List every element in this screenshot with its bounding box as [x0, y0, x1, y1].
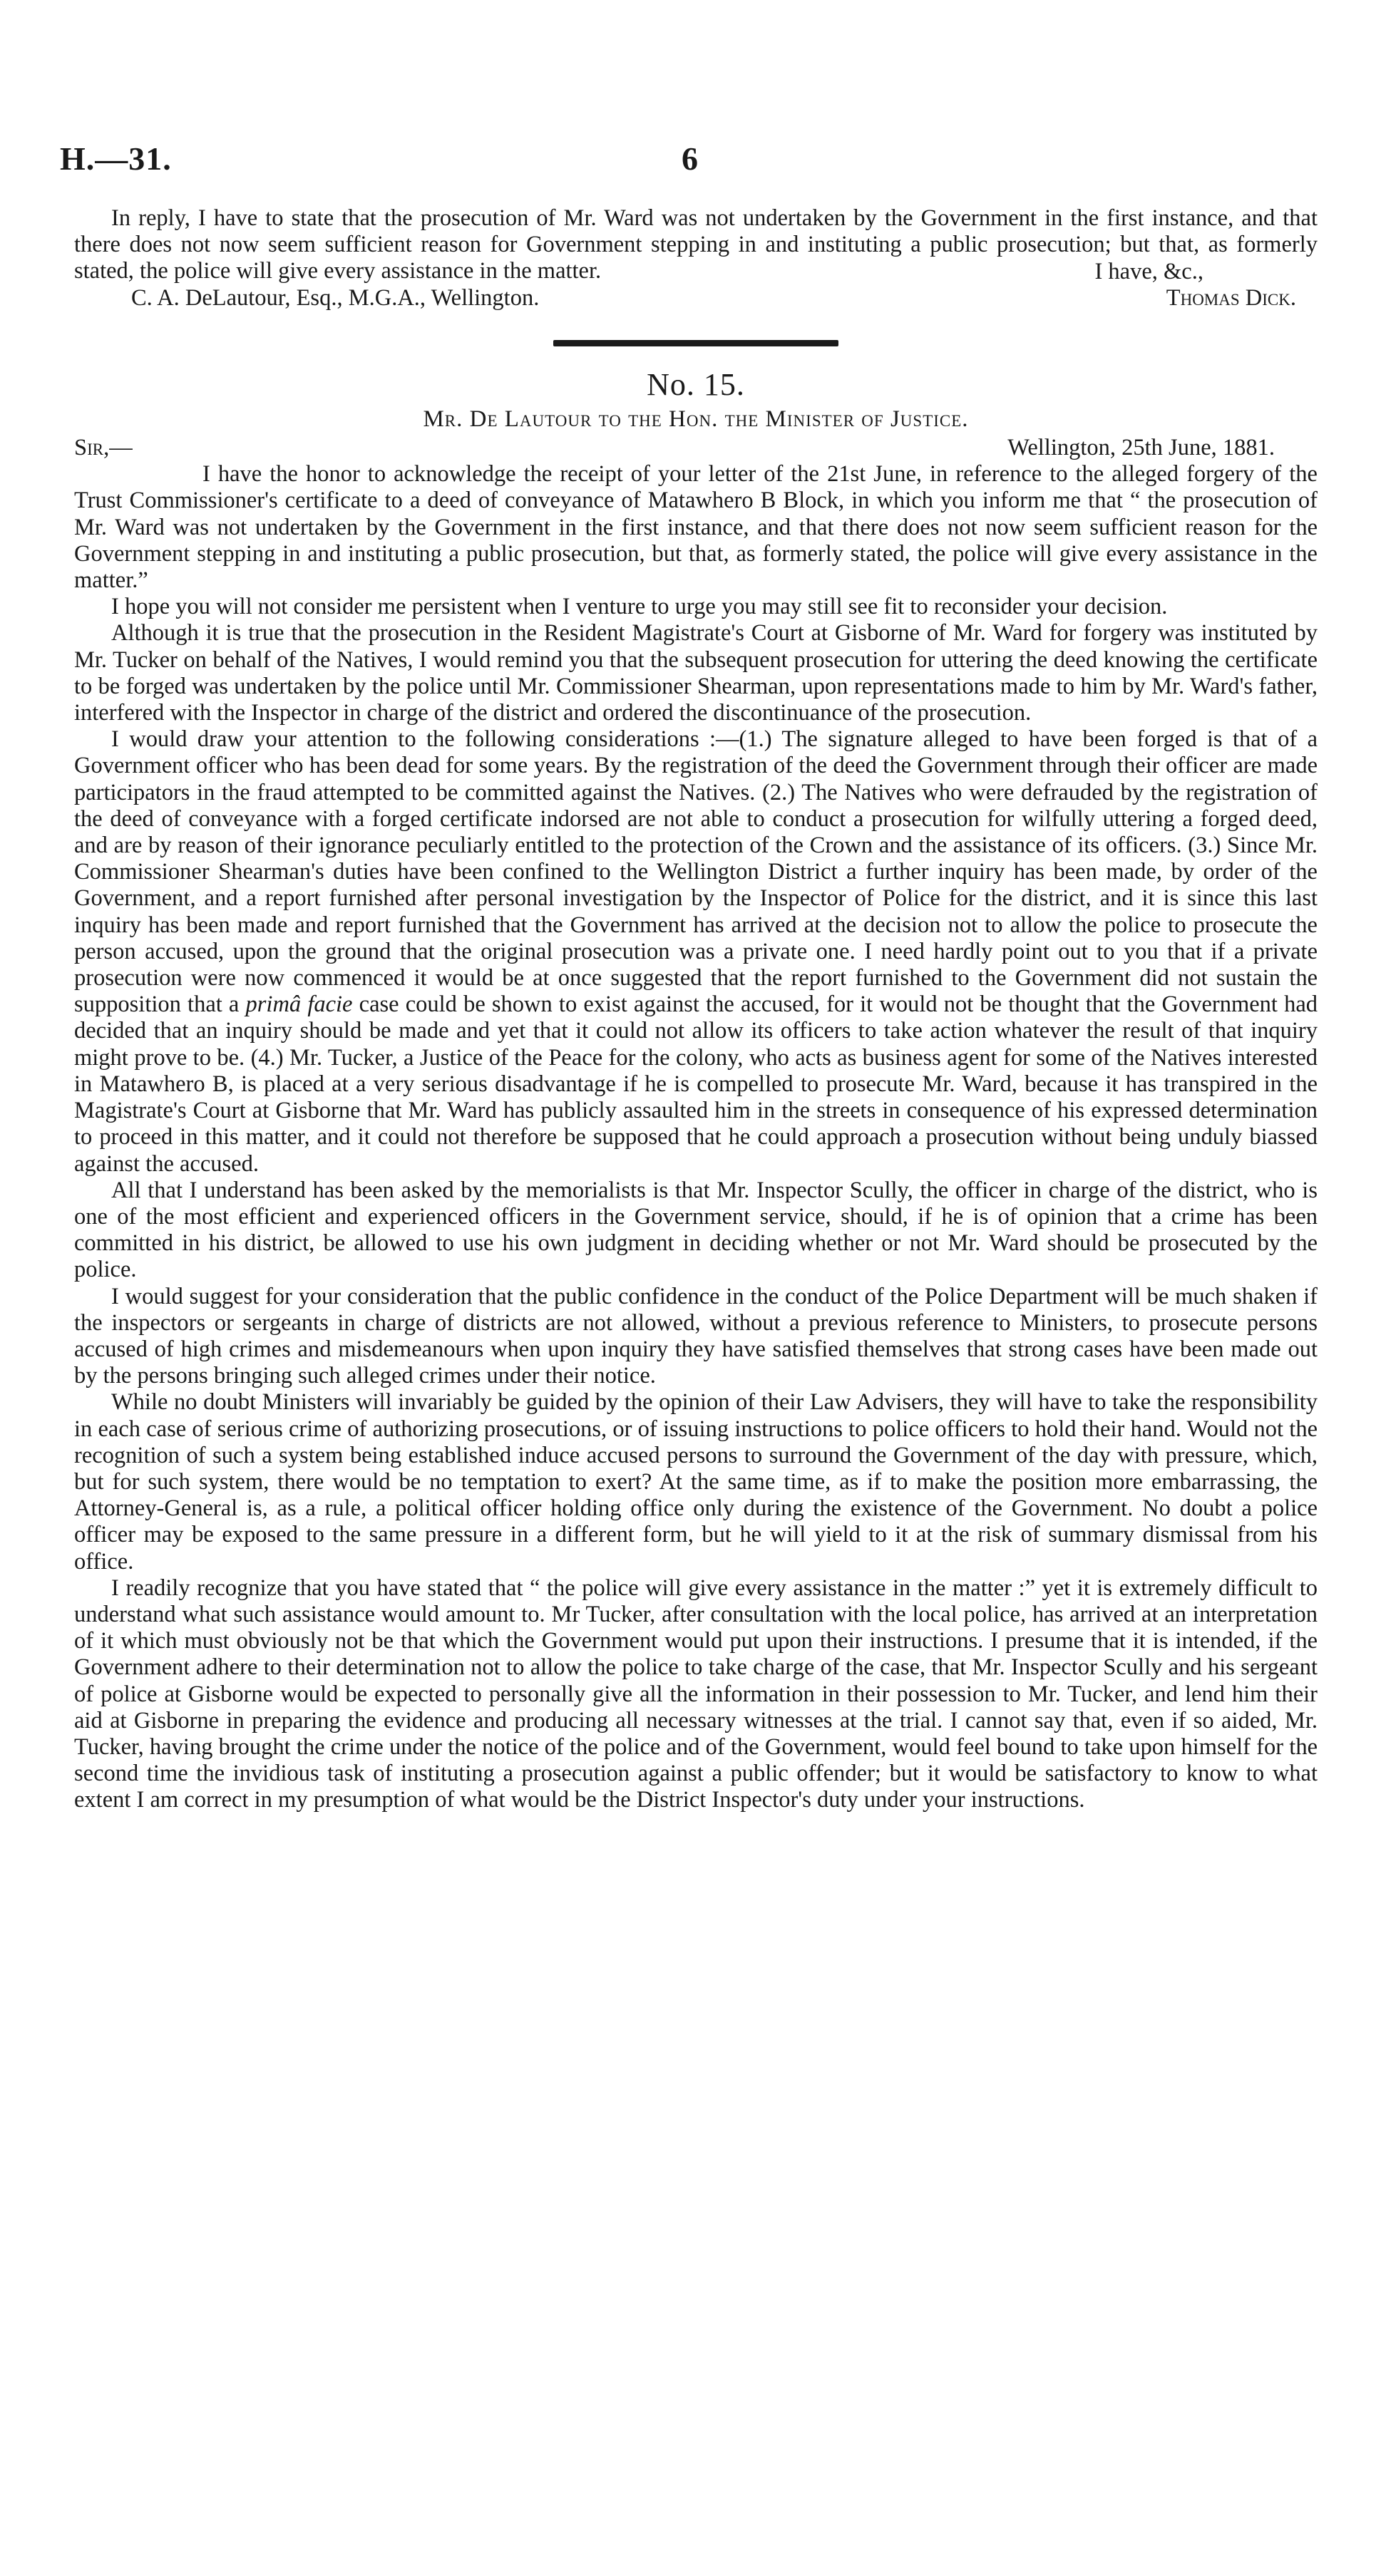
page-number: 6: [682, 140, 698, 177]
paragraph-4-italic: primâ facie: [245, 991, 353, 1018]
paragraph-2: I hope you will not consider me persistent when I venture to urge you may still see fit to reconsider your decision.: [111, 594, 1168, 620]
prev-letter-signature: Thomas Dick.: [1166, 284, 1296, 311]
paragraph-1: I have the honor to acknowledge the receipt of your letter of the 21st June, in reference to the alleged forgery of the Trust Commissioner's certificate to a deed of conveyance of Matawhero B Block, in which you inform me that “ the prosecution of Mr. Ward was not undertaken by the Government in the first instance, and that there does not now seem sufficient reason for the Government stepping in and instituting a public prosecution, but that, as formerly stated, the police will give every assistance in the matter.”: [74, 461, 1318, 594]
paragraph-7: While no doubt Ministers will invariably be guided by the opinion of their Law Advisers, they will have to take the responsibility in each case of serious crime of authorizing prosecutions, or of issuing instructions to police officers to hold their hand. Would not the recognition of such a system being established induce accused persons to surround the Government of the day with pressure, which, but for such system, there would be no temptation to exert? At the same time, as if to make the position more embarrassing, the Attorney-General is, as a rule, a political officer holding office only during the existence of the Government. No doubt a police officer may be exposed to the same pressure in a different form, but he will yield to it at the risk of summary dismissal from his office.: [74, 1389, 1318, 1575]
letter-title: Mr. De Lautour to the Hon. the Minister of Justice.: [423, 406, 969, 433]
paragraph-4: [74, 726, 1318, 1177]
prev-letter-addressee-line: [74, 285, 1318, 311]
section-divider: [553, 340, 838, 346]
prev-letter-closing: I have, &c.,: [1094, 258, 1203, 284]
paragraph-8: I readily recognize that you have stated that “ the police will give every assistance in the matter :” yet it is extremely difficult to understand what such assistance would amount to. Mr Tucker, after consultation with the local police, has arrived at an interpretation of it which must obviously not be that which the Government would put upon their instructions. I presume that it is intended, if the Government adhere to their determination not to allow the police to take charge of the case, that Mr. Inspector Scully and his sergeant of police at Gisborne would be expected to personally give all the information in their possession to Mr. Tucker, and lend him their aid at Gisborne in preparing the evidence and producing all necessary witnesses at the trial. I cannot say that, even if so aided, Mr. Tucker, having brought the crime under the notice of the police and of the Government, would feel bound to take upon himself for the second time the invidious task of instituting a prosecution against a public offender; but it would be satisfactory to know to what extent I am correct in my presumption of what would be the District Inspector's duty under your instructions.: [74, 1575, 1318, 1813]
page-body: [74, 205, 1318, 1814]
prev-letter-addressee: C. A. DeLautour, Esq., M.G.A., Wellington.: [131, 284, 540, 311]
salutation: Sir,—: [74, 435, 133, 461]
paragraph-5: All that I understand has been asked by the memorialists is that Mr. Inspector Scully, the officer in charge of the district, who is one of the most efficient and experienced officers in the Government service, should, if he is of opinion that a crime has been committed in his district, be allowed to use his own judgment in deciding whether or not Mr. Ward should be prosecuted by the police.: [74, 1177, 1318, 1283]
prev-letter-body: In reply, I have to state that the prosecution of Mr. Ward was not undertaken by the Government in the first instance, and that there does not now seem sufficient reason for Government stepping in and instituting a public prosecution; but that, as formerly stated, the police will give every assistance in the matter.: [74, 205, 1318, 284]
paragraph-4-part-a: I would draw your attention to the following considerations :—(1.) The signature alleged to have been forged is that of a Government officer who has been dead for some years. By the registration of the deed the Government through their officer are made participators in the fraud attempted to be committed against the Natives. (2.) The Natives who were defrauded by the registration of the deed of conveyance with a forged certificate indorsed are not able to conduct a prosecution for wilfully uttering a forged deed, and are by reason of their ignorance peculiarly entitled to the protection of the Crown and the assistance of its officers. (3.) Since Mr. Commissioner Shearman's duties have been confined to the Wellington District a further inquiry has been made, by order of the Government, and a report furnished after personal investigation by the Inspector of Police for the district, and it is since this last inquiry has been made and report furnished that the Government has arrived at the decision not to allow the police to prosecute the person accused, upon the ground that the original prosecution was a private one. I need hardly point out to you that if a private prosecution were now commenced it would be at once suggested that the report furnished to the Government did not sustain the supposition that a: [74, 726, 1318, 1018]
paragraph-3: Although it is true that the prosecution in the Resident Magistrate's Court at Gisborne of Mr. Ward for forgery was instituted by Mr. Tucker on behalf of the Natives, I would remind you that the subsequent prosecution for uttering the deed knowing the certificate to be forged was undertaken by the police until Mr. Commissioner Shearman, upon representations made to him by Mr. Ward's father, interfered with the Inspector in charge of the district and ordered the discontinuance of the prosecution.: [74, 620, 1318, 726]
place-date: Wellington, 25th June, 1881.: [1007, 435, 1275, 461]
paragraph-6: I would suggest for your consideration that the public confidence in the conduct of the Police Department will be much shaken if the inspectors or sergeants in charge of districts are not allowed, without a previous reference to Ministers, to prosecute persons accused of high crimes and misdemeanours when upon inquiry they have satisfied themselves that strong cases have been made out by the persons bringing such alleged crimes under their notice.: [74, 1283, 1318, 1389]
page-header: [60, 140, 1329, 182]
salutation-line: [74, 435, 1318, 461]
paragraph-4-part-b: case could be shown to exist against the accused, for it would not be thought that the Government had decided that an inquiry should be made and yet that it could not allow its officers to take action whatever the result of that inquiry might prove to be. (4.) Mr. Tucker, a Justice of the Peace for the colony, who acts as business agent for some of the Natives interested in Matawhero B, is placed at a very serious disadvantage if he is compelled to prosecute Mr. Ward, because it has transpired in the Magistrate's Court at Gisborne that Mr. Ward has publicly assaulted him in the streets in consequence of his expressed determination to proceed in this matter, and it could not therefore be supposed that he could approach a prosecution without being unduly biassed against the accused.: [74, 991, 1318, 1177]
document-code: H.—31.: [60, 140, 172, 177]
letter-number: No. 15.: [647, 367, 745, 403]
